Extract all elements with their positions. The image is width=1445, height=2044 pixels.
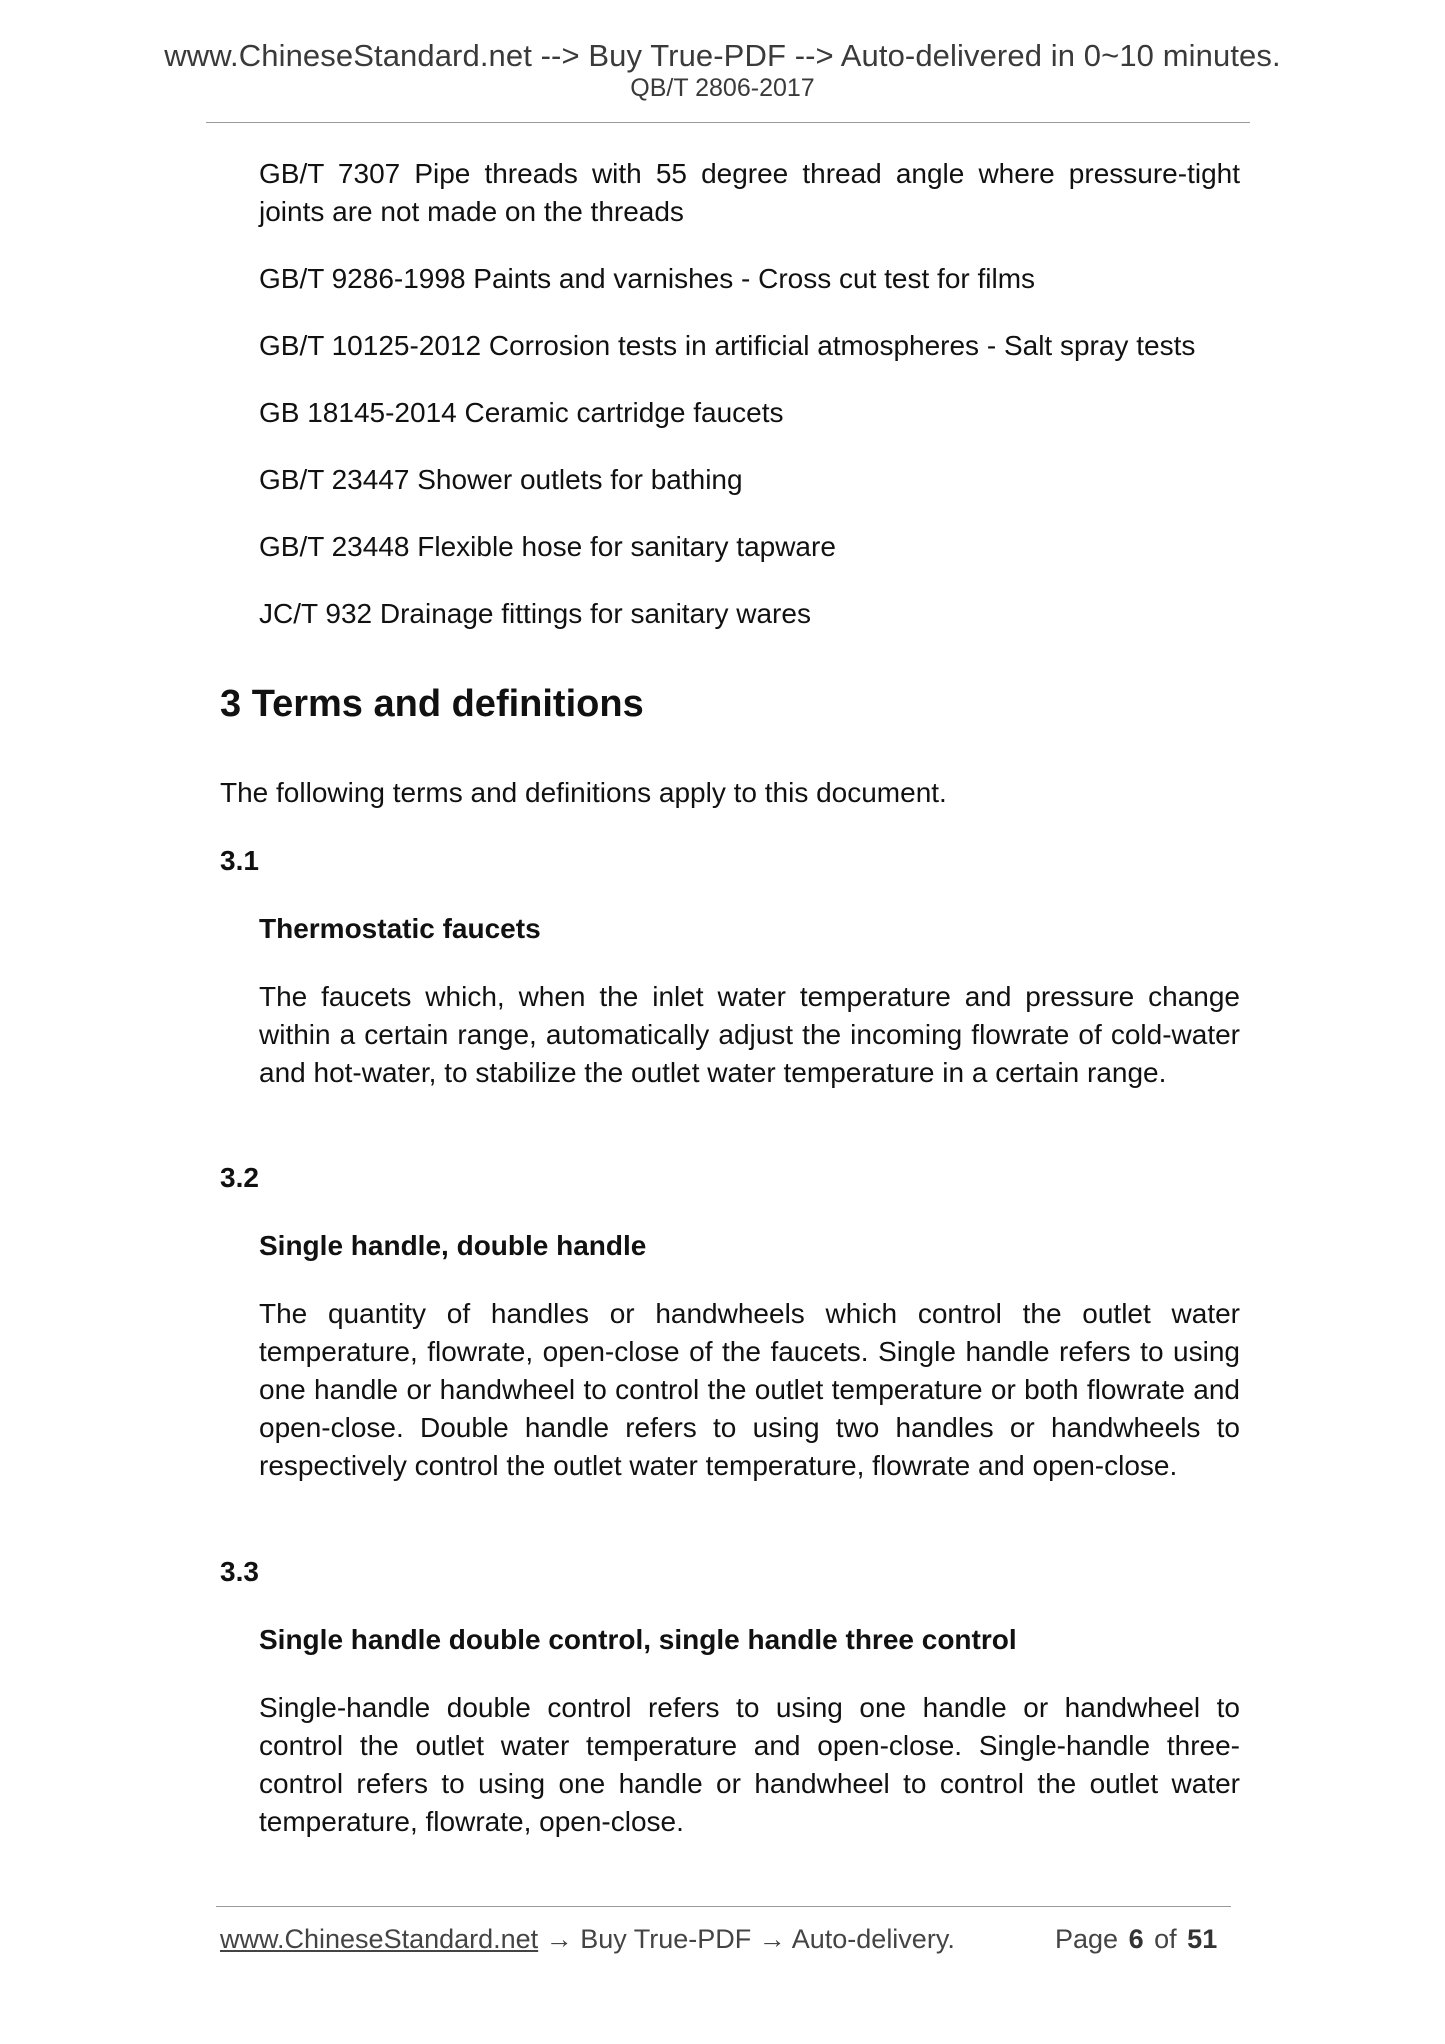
term-number: 3.1 <box>220 845 259 876</box>
reference-item: GB/T 23448 Flexible hose for sanitary tapware <box>259 531 836 562</box>
page-number: 6 <box>1128 1924 1144 1954</box>
term-definition: The faucets which, when the inlet water temperature and pressure change within a certain range, automatically adjust the incoming flowrate of cold-water and hot-water, to stabilize the outlet water temperature in a certain range. <box>259 981 1240 1088</box>
reference-item: GB/T 23447 Shower outlets for bathing <box>259 464 743 495</box>
page-indicator <box>1055 1924 1217 1955</box>
reference-item: GB/T 10125-2012 Corrosion tests in artificial atmospheres - Salt spray tests <box>259 330 1196 361</box>
of-label: of <box>1154 1924 1177 1954</box>
document-number: QB/T 2806-2017 <box>630 74 815 102</box>
term-title: Thermostatic faucets <box>259 913 541 944</box>
total-pages: 51 <box>1187 1924 1218 1954</box>
term-title: Single handle double control, single handle three control <box>259 1624 1017 1655</box>
page-label: Page <box>1055 1924 1119 1954</box>
term-definition: The quantity of handles or handwheels which control the outlet water temperature, flowrate, open-close of the faucets. Single handle refers to using one handle or handwheel to control the outlet temperature or both flowrate and open-close. Double handle refers to using two handles or handwheels to respectively control the outlet water temperature, flowrate and open-close. <box>259 1298 1240 1481</box>
header-divider <box>206 122 1250 123</box>
header-banner: www.ChineseStandard.net --> Buy True-PDF --> Auto-delivered in 0~10 minutes. <box>164 38 1281 73</box>
term-number: 3.3 <box>220 1556 259 1587</box>
reference-item: GB/T 9286-1998 Paints and varnishes - Cross cut test for films <box>259 263 1036 294</box>
normative-references-list <box>259 155 1240 662</box>
term-definition: Single-handle double control refers to using one handle or handwheel to control the outlet water temperature and open-close. Single-handle three-control refers to using one handle or handwheel to control the outlet water temperature, flowrate, open-close. <box>259 1692 1240 1837</box>
footer-promo <box>220 1924 955 1955</box>
reference-item: GB/T 7307 Pipe threads with 55 degree thread angle where pressure-tight joints are not made on the threads <box>259 158 1240 227</box>
footer-website-link[interactable]: www.ChineseStandard.net <box>220 1924 539 1954</box>
footer-divider <box>216 1906 1231 1907</box>
section-heading: 3 Terms and definitions <box>220 683 644 725</box>
footer-promo-text: → Buy True-PDF → Auto-delivery. <box>538 1924 955 1954</box>
term-title: Single handle, double handle <box>259 1230 647 1261</box>
reference-item: JC/T 932 Drainage fittings for sanitary wares <box>259 598 811 629</box>
section-intro: The following terms and definitions apply to this document. <box>220 777 947 808</box>
reference-item: GB 18145-2014 Ceramic cartridge faucets <box>259 397 784 428</box>
term-number: 3.2 <box>220 1162 259 1193</box>
